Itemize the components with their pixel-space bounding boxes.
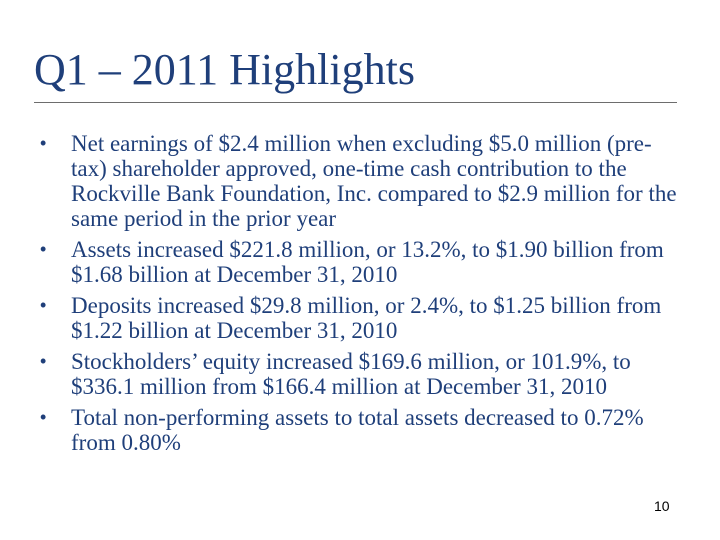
highlight-text: Net earnings of $2.4 million when excluding $5.0 million (pre-tax) shareholder approved, one-time cash contribution to the Rockville Bank Foundation, Inc. compared to $2.9 million for the same period in the prior year (71, 131, 677, 231)
slide-title: Q1 – 2011 Highlights (34, 45, 415, 94)
highlight-text: Deposits increased $29.8 million, or 2.4%, to $1.25 billion from $1.22 billion at December 31, 2010 (71, 293, 662, 343)
title-divider (34, 102, 677, 103)
bullet-icon: • (40, 133, 47, 153)
highlight-text: Stockholders’ equity increased $169.6 million, or 101.9%, to $336.1 million from $166.4 million at December 31, 2010 (71, 349, 631, 399)
highlight-bullet (40, 237, 682, 287)
bullet-icon: • (40, 407, 47, 427)
highlight-bullet (40, 131, 682, 231)
bullet-icon: • (40, 295, 47, 315)
bullet-icon: • (40, 239, 47, 259)
highlight-bullet (40, 405, 682, 455)
highlight-bullet (40, 293, 682, 343)
highlights-list (40, 131, 682, 461)
page-number: 10 (654, 498, 670, 514)
highlight-bullet (40, 349, 682, 399)
highlight-text: Assets increased $221.8 million, or 13.2%, to $1.90 billion from $1.68 billion at December 31, 2010 (71, 237, 664, 287)
highlight-text: Total non-performing assets to total assets decreased to 0.72% from 0.80% (71, 405, 644, 455)
bullet-icon: • (40, 351, 47, 371)
